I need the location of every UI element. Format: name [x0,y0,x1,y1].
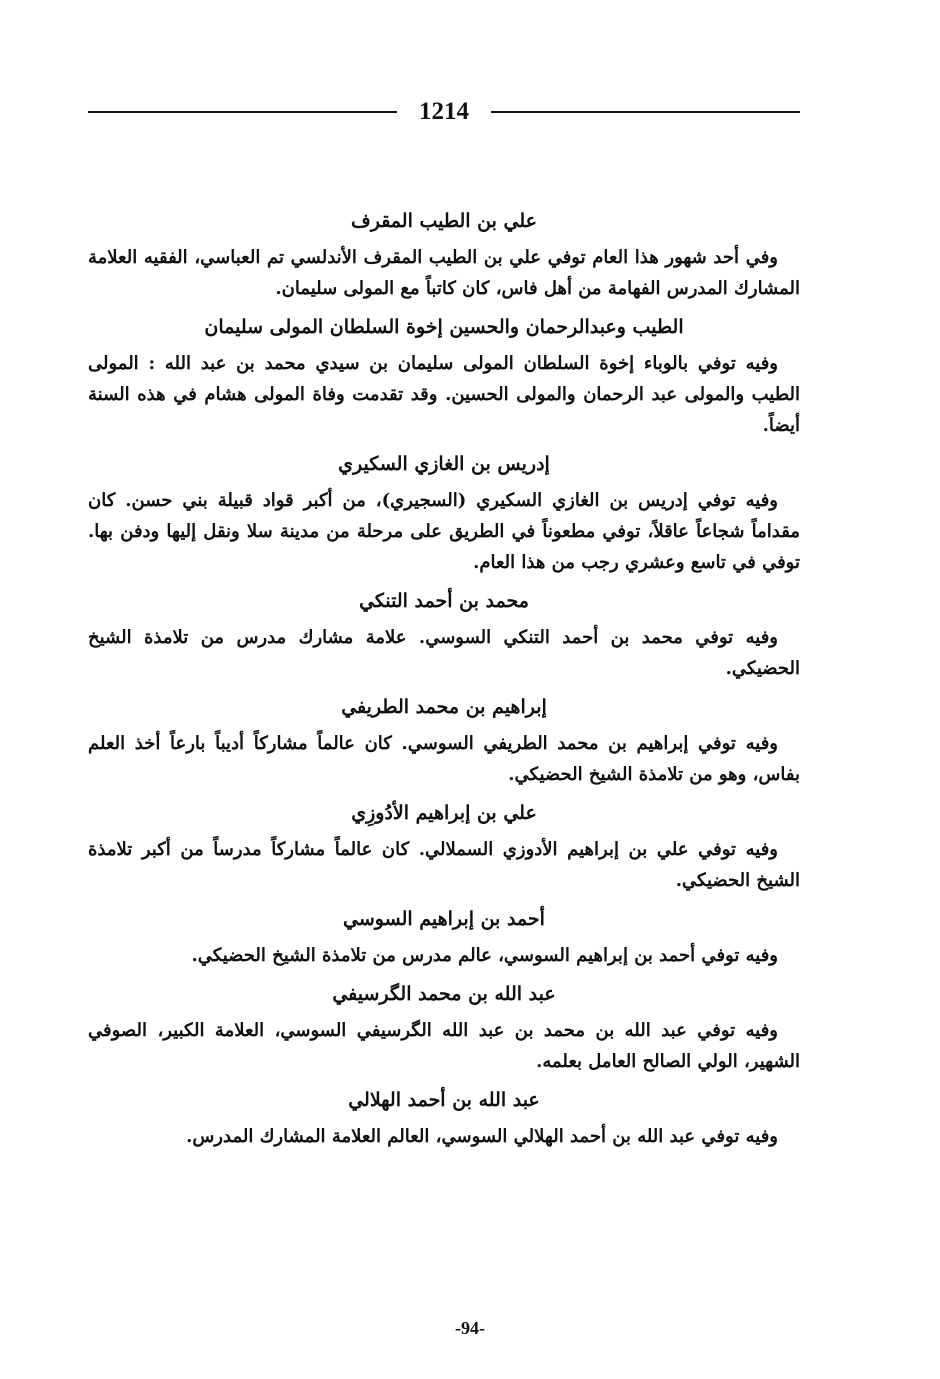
entry-body: وفيه توفي محمد بن أحمد التنكي السوسي. علامة مشارك مدرس من تلامذة الشيخ الحضيكي. [88,627,800,679]
year-header [88,92,800,132]
entry-title: إدريس بن الغازي السكيري [338,453,550,475]
header-rule-right [491,111,800,113]
entry [88,306,800,441]
entry [88,580,800,684]
page-number: -94- [455,1318,485,1338]
entry-title: أحمد بن إبراهيم السوسي [343,908,545,930]
entry [88,443,800,578]
entry-title: محمد بن أحمد التنكي [359,590,529,612]
entry-body: وفيه توفي علي بن إبراهيم الأدوزي السملالي. كان عالماً مشاركاً مدرساً من أكبر تلامذة الشيخ الحضيكي. [88,839,800,891]
page-content [88,200,800,1154]
year-number: 1214 [419,98,469,125]
entry [88,898,800,971]
entry [88,686,800,790]
entry-body: وفيه توفي عبد الله بن محمد بن عبد الله الگرسيفي السوسي، العلامة الكبير، الصوفي الشهير، الولي الصالح العامل بعلمه. [88,1020,800,1072]
entry-body: وفيه توفي بالوباء إخوة السلطان المولى سليمان بن سيدي محمد بن عبد الله : المولى الطيب والمولى عبد الرحمان والمولى الحسين. وقد تقدمت وفاة المولى هشام في هذه السنة أيضاً. [88,353,800,436]
entry-title: إبراهيم بن محمد الطريفي [341,696,547,718]
entry-body: وفي أحد شهور هذا العام توفي علي بن الطيب المقرف الأندلسي تم العباسي، الفقيه العلامة المشارك المدرس الفهامة من أهل فاس، كان كاتباً مع المولى سليمان. [88,247,800,299]
entry-title: عبد الله بن محمد الگرسيفي [332,983,556,1005]
entry-title: علي بن الطيب المقرف [351,210,537,232]
entry-title: عبد الله بن أحمد الهلالي [348,1089,540,1111]
entry-body: وفيه توفي عبد الله بن أحمد الهلالي السوسي، العالم العلامة المشارك المدرس. [186,1126,778,1147]
entry [88,792,800,896]
entry [88,200,800,304]
entry-title: علي بن إبراهيم الأدُوزِي [351,802,537,824]
entry-body: وفيه توفي إبراهيم بن محمد الطريفي السوسي. كان عالماً مشاركاً أديباً بارعاً أخذ العلم بفاس، وهو من تلامذة الشيخ الحضيكي. [88,733,800,785]
entry-title: الطيب وعبدالرحمان والحسين إخوة السلطان المولى سليمان [204,316,684,338]
entry-body: وفيه توفي أحمد بن إبراهيم السوسي، عالم مدرس من تلامذة الشيخ الحضيكي. [191,945,778,966]
entry [88,1079,800,1152]
header-rule-left [88,111,397,113]
entry-body: وفيه توفي إدريس بن الغازي السكيري (السجيري)، من أكبر قواد قبيلة بني حسن. كان مقداماً شجاعاً عاقلاً، توفي مطعوناً في الطريق على مرحلة من مدينة سلا ونقل إليها ودفن بها. توفي في تاسع وعشري رجب من هذا العام. [88,490,800,573]
entry [88,973,800,1077]
